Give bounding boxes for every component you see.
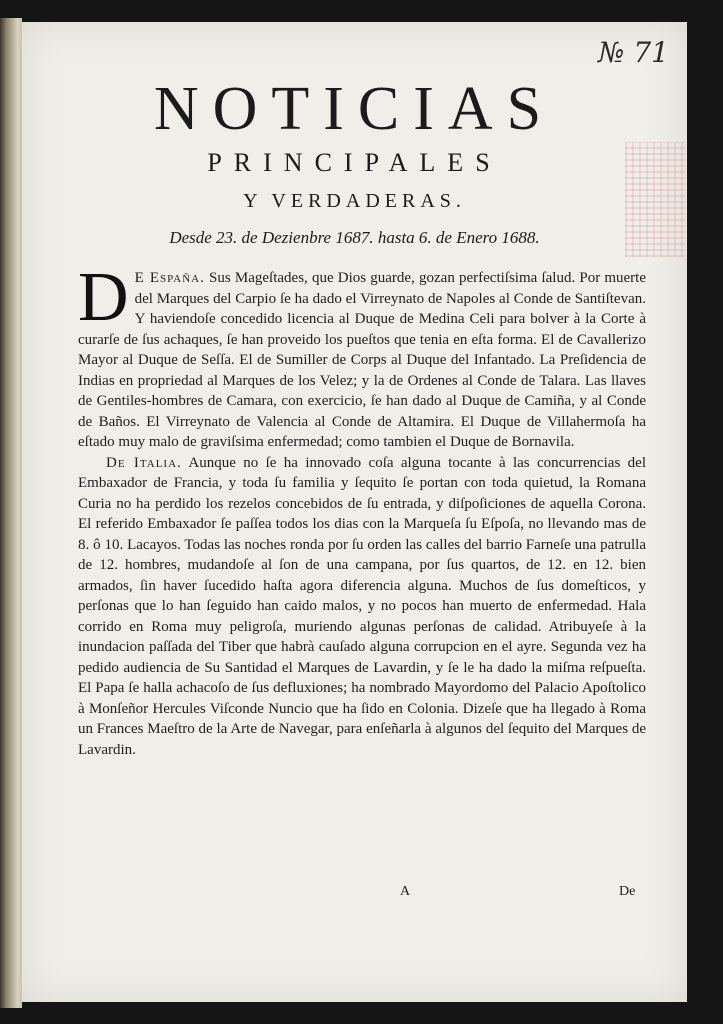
section-heading-spain: E España. [134,270,205,286]
catchword: De [619,884,636,899]
adjacent-page-edge [0,18,22,1008]
folio-number: № 71 [597,36,669,69]
section-text-spain: Sus Mageſtades, que Dios guarde, gozan perfectiſsima ſalud. Por muerte del Marques del Carpio ſe ha dado el Virreynato de Napoles al Conde de Santiſtevan. Y haviendoſe concedido licencia al Duque de Medina Celi para bolver à la Corte à curarſe de ſus achaques, ſe han proveido los pueſtos que tenia en eſta forma. El de Cavallerizo Mayor al Duque de Seſſa. El de Sumiller de Corps al Duque del Infantado. La Preſidencia de Indias en propriedad al Marques de los Velez; y la de Ordenes al Conde de Talara. Las llaves de Gentiles-hombres de Camara, con exercicio, ſe han dado al Duque de Camiña, y al Conde de Baños. El Virreynato de Valencia al Conde de Altamira. El Duque de Villahermoſa ha eſtado muy malo de graviſsima enfermedad; como tambien el Duque de Bornavila. [78,270,647,450]
article-body [78,259,647,760]
drop-cap: D [78,259,129,336]
section-text-italy: Aunque no ſe ha innovado coſa alguna tocante à las concurrencias del Embaxador de Francia, y toda ſu familia y ſequito ſe portan con toda quietud, la Romana Curia no ha perdido los rezelos concebidos de ſu entrada, y diſpoſiciones de aquella Corona. El referido Embaxador ſe paſſea todos los dias con la Marqueſa ſu Eſpoſa, no llevando mas de 8. ô 10. Lacayos. Todas las noches ronda por ſu orden las calles del barrio Farneſe una patrulla de 12. hombres, mudandoſe al ſon de una campana, por ſus quartos, de 12. en 12. bien armados, ſin haver ſucedido haſta agora diferencia alguna. Muchos de ſus domeſticos, y perſonas que lo han ſeguido han caido malos, y no pocos han muerto de enfermedad. Hala corrido en Roma muy peligroſa, muriendo algunas perſonas de calidad. Atribuyeſe à la inundacion paſſada del Tiber que habrà cauſado alguna corrupcion en el ayre. Segunda vez ha pedido audiencia de Su Santidad el Marques de Lavardin, y ſe le ha dado la miſma reſpueſta. El Papa ſe halla achacoſo de ſus defluxiones; ha nombrado Mayordomo del Palacio Apoſtolico à Monſeñor Hercules Viſconde Nuncio que ha ſido en Colonia. Dizeſe que ha llegado à Roma un Frances Maeſtro de la Arte de Navegar, para enſeñarla à algunos del ſequito del Marques de Lavardin. [78,454,646,758]
dateline: Desde 23. de Dezienbre 1687. hasta 6. de Enero 1688. [169,228,540,247]
signature-mark: A [400,884,411,899]
section-spain [78,259,647,453]
section-heading-italy: De Italia. [106,454,182,471]
document-page [22,22,687,1002]
masthead-subtitle-2: Y VERDADERAS. [243,190,466,212]
section-italy [78,453,646,761]
masthead-subtitle: PRINCIPALES [207,148,502,177]
masthead-title: NOTICIAS [153,75,556,143]
